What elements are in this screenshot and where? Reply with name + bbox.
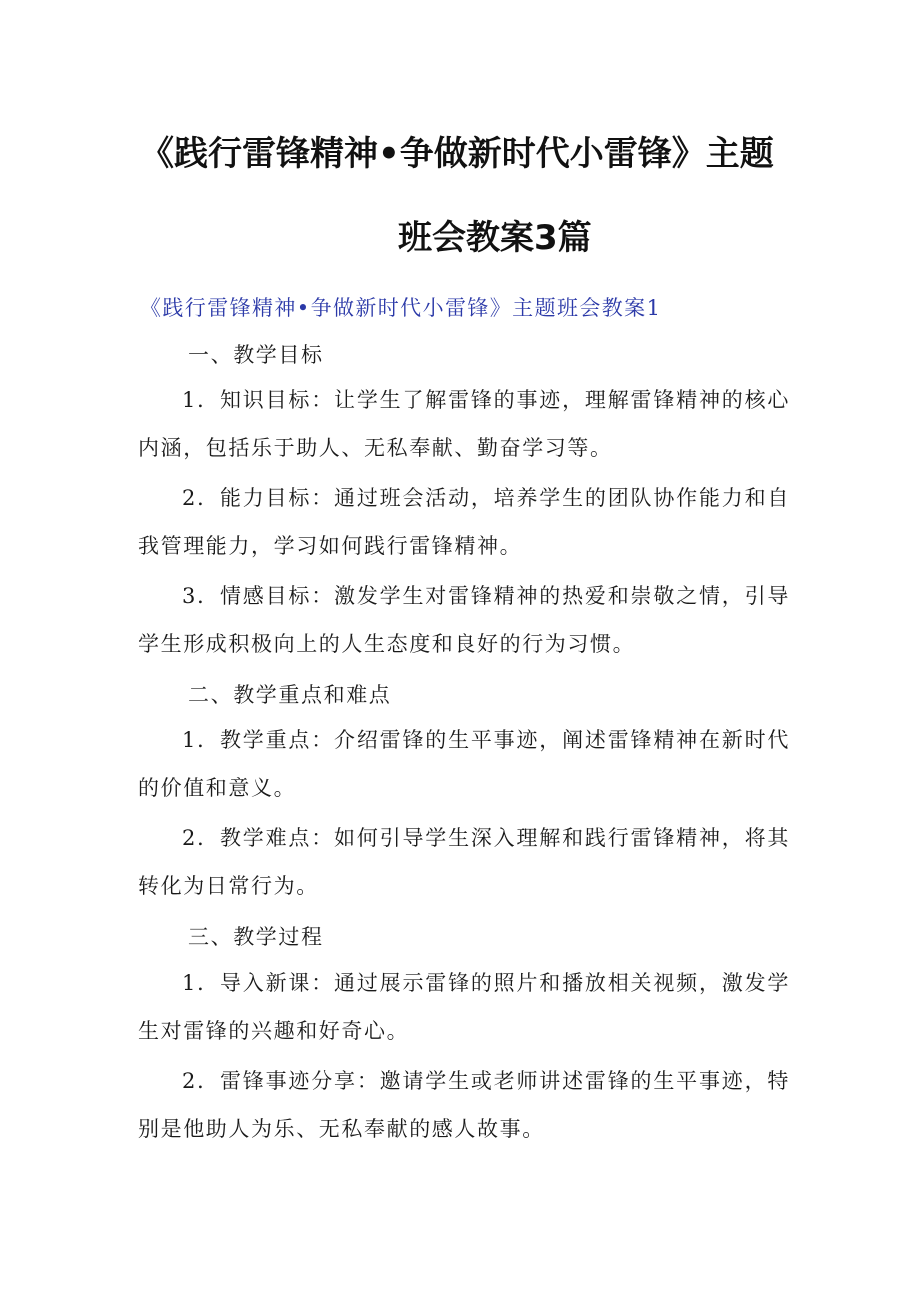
paragraph-emotion-goal: 3．情感目标：激发学生对雷锋精神的热爱和崇敬之情，引导学生形成积极向上的人生态度和良好的行为习惯。 xyxy=(138,584,790,656)
paragraph-knowledge-goal: 1．知识目标：让学生了解雷锋的事迹，理解雷锋精神的核心内涵，包括乐于助人、无私奉献、勤奋学习等。 xyxy=(138,388,790,460)
paragraph-introduction: 1．导入新课：通过展示雷锋的照片和播放相关视频，激发学生对雷锋的兴趣和好奇心。 xyxy=(138,971,790,1043)
paragraph-teaching-focus: 1．教学重点：介绍雷锋的生平事迹，阐述雷锋精神在新时代的价值和意义。 xyxy=(138,728,790,800)
document-title-line-2: 班会教案3篇 xyxy=(398,218,592,258)
paragraph-story-sharing: 2．雷锋事迹分享：邀请学生或老师讲述雷锋的生平事迹，特别是他助人为乐、无私奉献的感人故事。 xyxy=(138,1069,790,1141)
section-heading-key-points: 二、教学重点和难点 xyxy=(188,683,392,707)
paragraph-teaching-difficulty: 2．教学难点：如何引导学生深入理解和践行雷锋精神，将其转化为日常行为。 xyxy=(138,826,790,898)
paragraph-ability-goal: 2．能力目标：通过班会活动，培养学生的团队协作能力和自我管理能力，学习如何践行雷锋精神。 xyxy=(138,486,790,558)
document-title-line-1: 《践行雷锋精神•争做新时代小雷锋》主题 xyxy=(140,134,774,174)
section-heading-teaching-goals: 一、教学目标 xyxy=(188,343,324,367)
lesson-plan-subtitle: 《践行雷锋精神•争做新时代小雷锋》主题班会教案1 xyxy=(140,296,662,320)
section-heading-teaching-process: 三、教学过程 xyxy=(188,925,324,949)
